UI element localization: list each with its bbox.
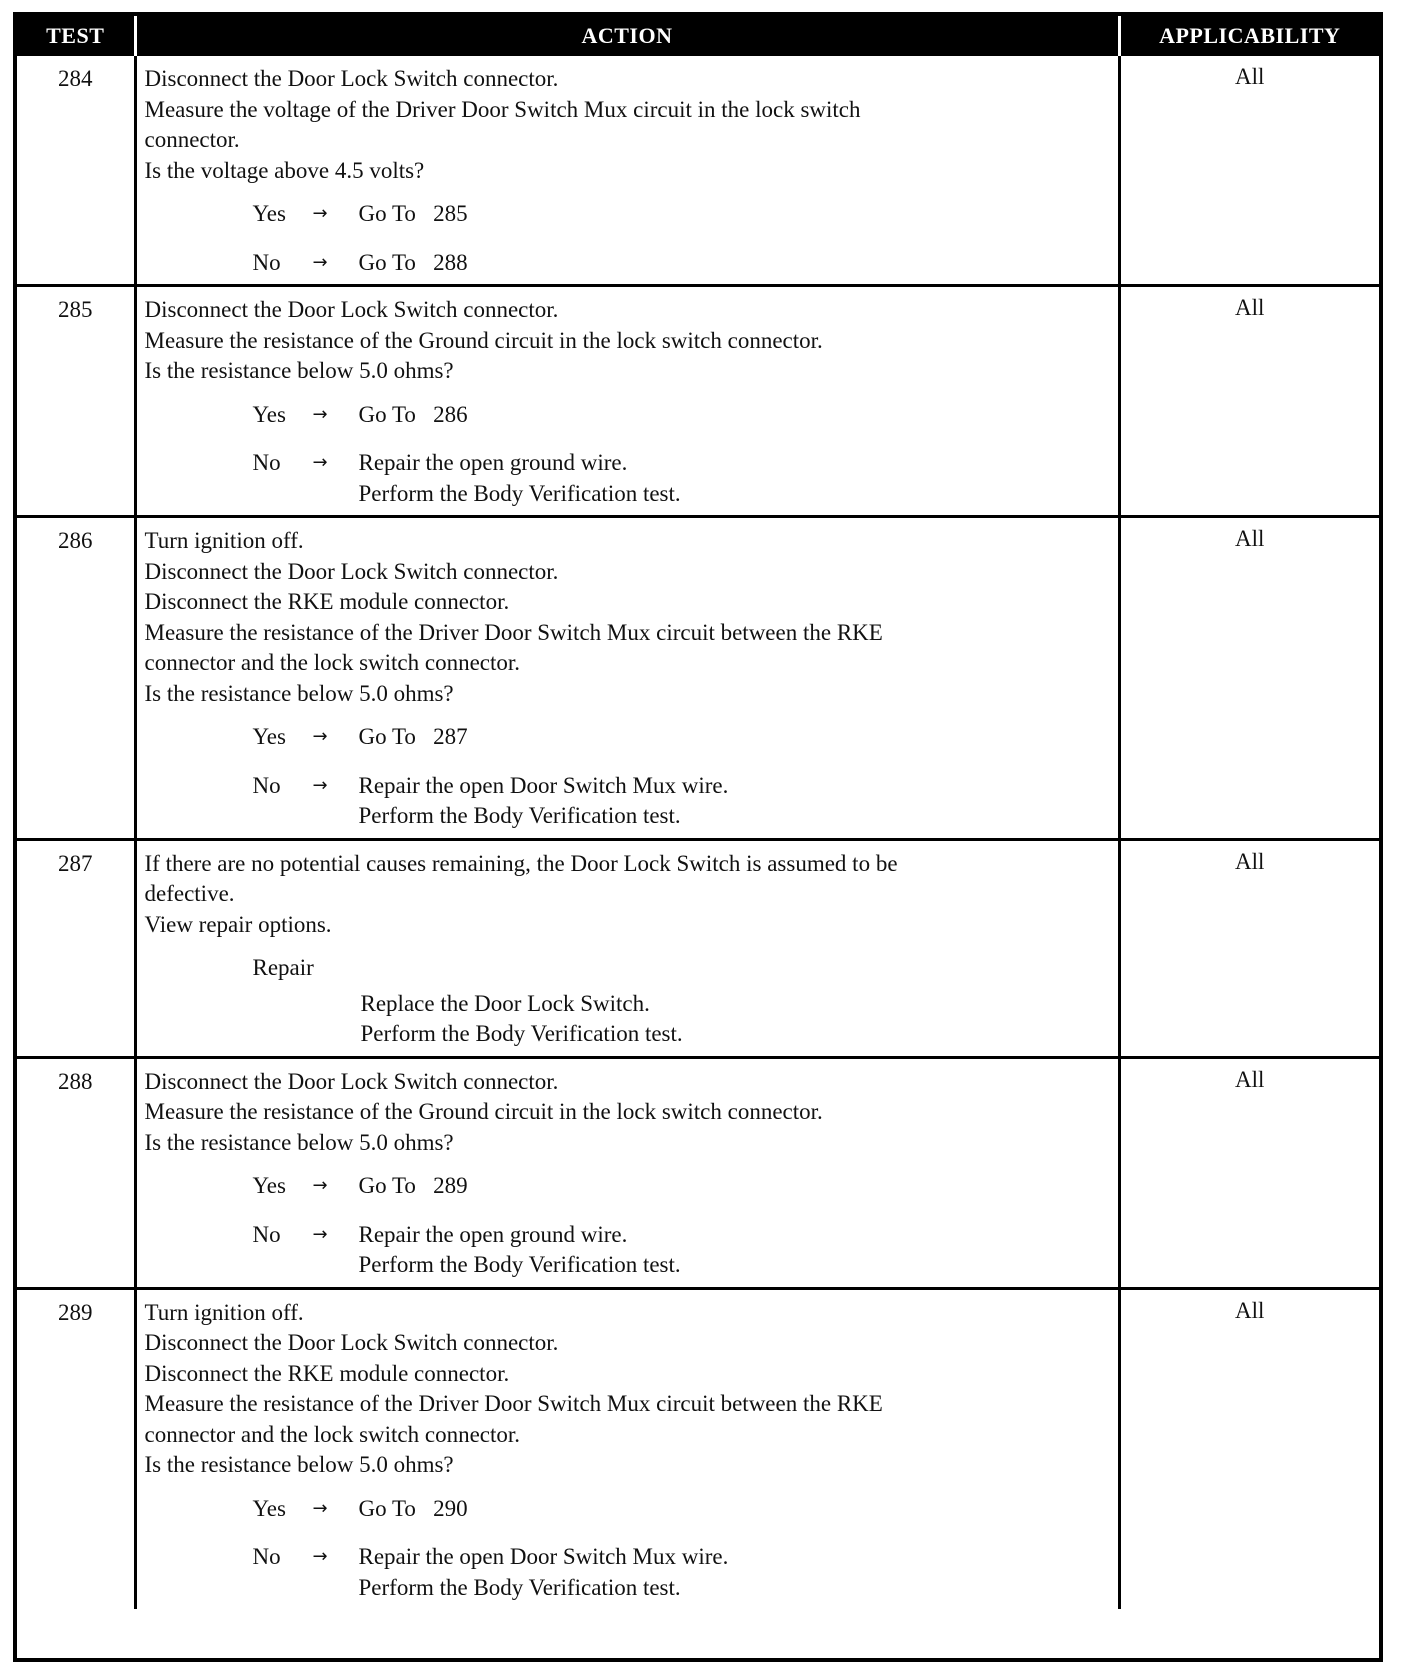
outcome-result-line: Perform the Body Verification test.: [358, 480, 681, 506]
outcome-result: [359, 400, 1110, 431]
outcome-label: Yes: [252, 201, 286, 226]
test-number: 288: [17, 1057, 135, 1288]
outcome-result-line: Repair the open ground wire.: [358, 1221, 628, 1247]
repair-label: Repair: [252, 955, 314, 980]
outcome-result-line: Go To 288: [358, 249, 468, 275]
action-instruction: Is the voltage above 4.5 volts?: [144, 157, 425, 183]
outcome-list: [145, 722, 1110, 832]
outcome-list: [145, 400, 1110, 510]
right-arrow-icon: →: [312, 403, 328, 425]
outcome-result: [359, 248, 1110, 279]
outcome-result: [359, 1542, 1110, 1603]
outcome-result-line: Go To 287: [358, 724, 468, 749]
applicability-value: All: [1119, 517, 1379, 840]
outcome-result: [359, 1220, 1110, 1281]
outcome-result-line: Perform the Body Verification test.: [358, 803, 681, 828]
action-cell: [135, 839, 1119, 1057]
test-number: 289: [17, 1288, 135, 1609]
repair-step: Replace the Door Lock Switch.: [360, 990, 650, 1016]
action-instruction: If there are no potential causes remaining, the Door Lock Switch is assumed to be: [144, 850, 898, 876]
outcome-label: No: [252, 1221, 281, 1247]
column-header-applicability: APPLICABILITY: [1119, 16, 1379, 56]
action-instruction: Is the resistance below 5.0 ohms?: [144, 358, 454, 383]
right-arrow-icon: →: [312, 1546, 328, 1567]
outcome-result: [359, 199, 1110, 230]
action-cell: [135, 56, 1119, 286]
right-arrow-icon: →: [312, 1223, 328, 1245]
repair-step: Perform the Body Verification test.: [360, 1021, 683, 1046]
table-row: [17, 56, 1379, 286]
outcome-yes: [253, 199, 1110, 230]
outcome-result-line: Perform the Body Verification test.: [358, 1574, 681, 1600]
action-instruction: connector and the lock switch connector.: [144, 1421, 521, 1447]
action-instruction: Is the resistance below 5.0 ohms?: [144, 1129, 454, 1155]
outcome-result: [359, 1171, 1110, 1202]
outcome-result-line: Repair the open Door Switch Mux wire.: [358, 1544, 729, 1569]
outcome-no: [253, 448, 1110, 509]
action-instruction: connector.: [144, 127, 240, 152]
action-instruction: Measure the resistance of the Ground circuit in the lock switch connector.: [144, 1099, 823, 1124]
outcome-no: [253, 248, 1110, 279]
action-instruction: Measure the voltage of the Driver Door Switch Mux circuit in the lock switch: [144, 96, 861, 122]
outcome-result-line: Perform the Body Verification test.: [358, 1252, 681, 1277]
action-instruction: Is the resistance below 5.0 ohms?: [144, 1452, 454, 1477]
outcome-yes: [253, 400, 1110, 431]
action-instruction: Disconnect the Door Lock Switch connector.: [144, 558, 559, 584]
applicability-value: All: [1235, 1297, 1265, 1323]
applicability-value: All: [1119, 286, 1379, 517]
outcome-result-line: Go To 289: [358, 1173, 468, 1198]
table-row: [17, 286, 1379, 517]
diagnostic-table-frame: [13, 12, 1383, 1662]
right-arrow-icon: →: [312, 203, 328, 224]
outcome-no: [253, 771, 1110, 832]
outcome-result-line: Go To 286: [358, 401, 468, 427]
test-number: 287: [17, 839, 135, 1057]
column-header-test: TEST: [17, 16, 135, 56]
action-instruction: Disconnect the Door Lock Switch connector.: [144, 66, 559, 91]
table-row: [17, 1057, 1379, 1288]
outcome-result-line: Repair the open Door Switch Mux wire.: [358, 772, 729, 798]
outcome-yes: [253, 722, 1110, 753]
outcome-no: [253, 1220, 1110, 1281]
action-instruction: connector and the lock switch connector.: [144, 650, 521, 675]
action-instruction: Turn ignition off.: [144, 1299, 304, 1325]
outcome-no: [253, 1542, 1110, 1603]
outcome-result: [359, 448, 1110, 509]
test-number: 285: [17, 286, 135, 517]
action-instruction: Measure the resistance of the Ground circuit in the lock switch connector.: [144, 327, 823, 353]
outcome-label: Yes: [252, 724, 286, 749]
outcome-result-line: Go To 285: [358, 201, 468, 226]
action-instruction: Disconnect the Door Lock Switch connector.: [144, 297, 559, 322]
action-cell: [135, 1288, 1119, 1609]
action-instruction: Disconnect the RKE module connector.: [144, 1360, 510, 1386]
right-arrow-icon: →: [312, 1497, 328, 1519]
outcome-result-line: Repair the open ground wire.: [358, 450, 628, 475]
right-arrow-icon: →: [312, 1175, 328, 1196]
outcome-result: [359, 1494, 1110, 1525]
applicability-value: All: [1119, 839, 1379, 1057]
action-cell: [135, 1057, 1119, 1288]
table-row: [17, 1288, 1379, 1609]
repair-steps: [253, 989, 1110, 1050]
outcome-list: [145, 1171, 1110, 1281]
outcome-label: Yes: [252, 1173, 286, 1198]
right-arrow-icon: →: [312, 726, 328, 747]
outcome-label: No: [252, 249, 281, 275]
outcome-label: No: [252, 1544, 281, 1569]
action-instruction: Disconnect the Door Lock Switch connector.: [144, 1068, 559, 1094]
outcome-result-line: Go To 290: [358, 1495, 468, 1521]
action-instruction: Is the resistance below 5.0 ohms?: [144, 680, 454, 706]
outcome-list: [145, 1494, 1110, 1604]
action-instruction: Measure the resistance of the Driver Door Switch Mux circuit between the RKE: [144, 1391, 883, 1416]
outcome-label: No: [252, 772, 281, 798]
diagnostic-test-table: [17, 16, 1379, 1609]
action-instruction: defective.: [144, 881, 235, 906]
test-number: 286: [17, 517, 135, 840]
right-arrow-icon: →: [312, 774, 328, 796]
action-cell: [135, 286, 1119, 517]
action-cell: [135, 517, 1119, 840]
table-row: [17, 839, 1379, 1057]
outcome-label: Yes: [252, 1495, 286, 1521]
outcome-label: Yes: [252, 401, 286, 427]
outcome-label: No: [252, 450, 281, 475]
repair-options: [145, 953, 1110, 1050]
action-instruction: Disconnect the RKE module connector.: [144, 589, 510, 614]
test-number: 284: [17, 56, 135, 286]
applicability-value: All: [1119, 1057, 1379, 1288]
action-instruction: Disconnect the Door Lock Switch connector.: [144, 1330, 559, 1355]
action-instruction: Measure the resistance of the Driver Door Switch Mux circuit between the RKE: [144, 619, 883, 645]
outcome-result: [359, 771, 1110, 832]
right-arrow-icon: →: [312, 452, 328, 473]
table-header-row: [17, 16, 1379, 56]
action-instruction: View repair options.: [144, 911, 332, 937]
outcome-list: [145, 199, 1110, 278]
column-header-action: ACTION: [135, 16, 1119, 56]
table-row: [17, 517, 1379, 840]
applicability-value: All: [1119, 56, 1379, 286]
table-body: [17, 56, 1379, 1609]
outcome-result: [359, 722, 1110, 753]
right-arrow-icon: →: [312, 251, 328, 273]
action-instruction: Turn ignition off.: [144, 528, 304, 553]
outcome-yes: [253, 1494, 1110, 1525]
outcome-yes: [253, 1171, 1110, 1202]
